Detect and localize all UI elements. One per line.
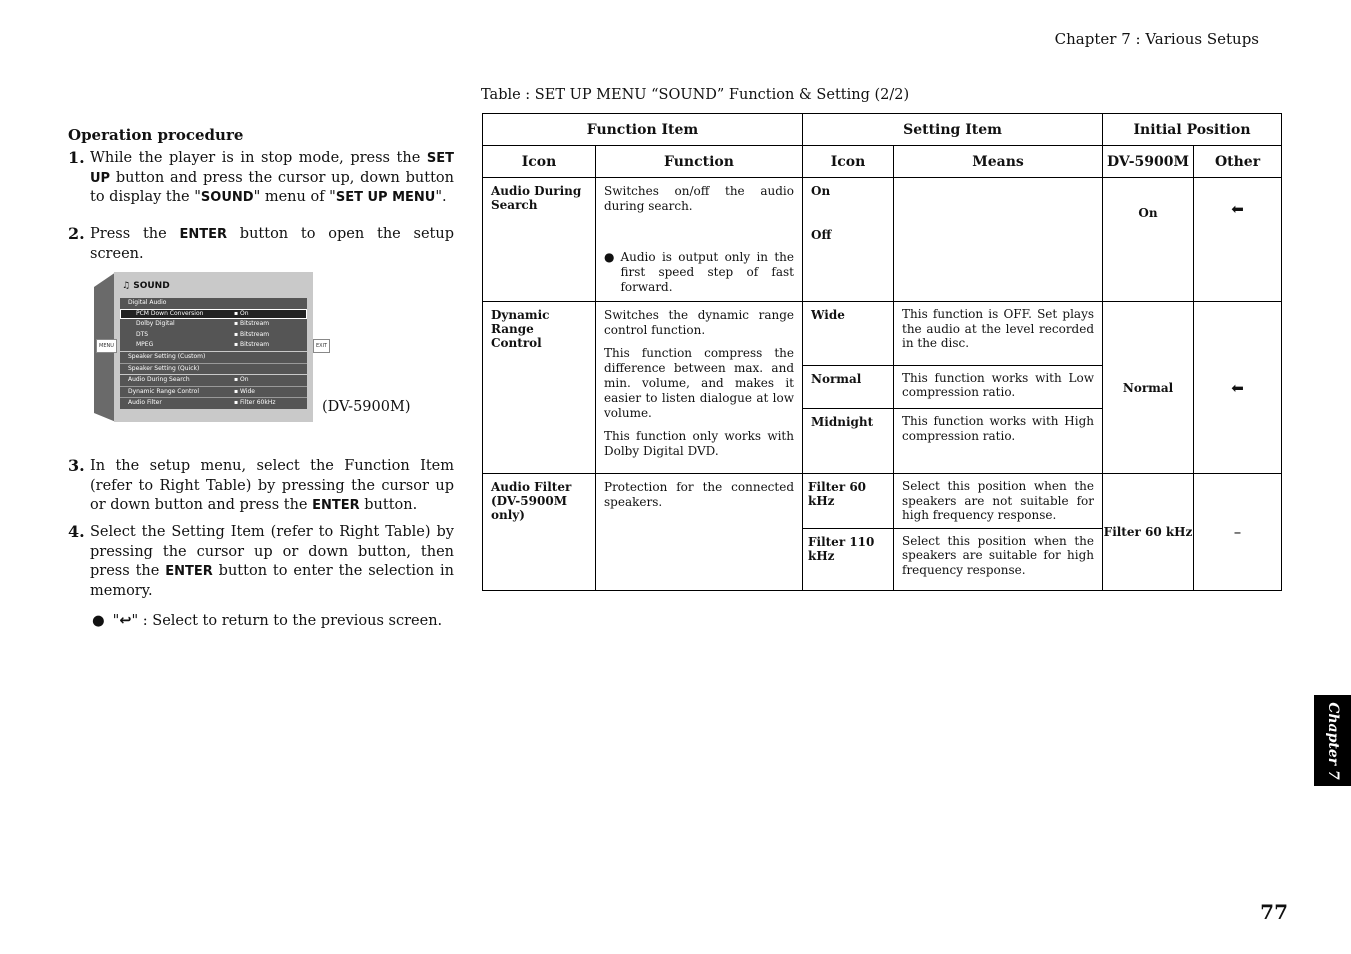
step-1 xyxy=(68,149,454,208)
step-text: In the setup menu, select the Function Item (refer to Right Table) by pressing the cursor up or down button and press the ENTER button. xyxy=(90,458,454,513)
step-3 xyxy=(68,457,454,516)
setting-meaning: This function is OFF. Set plays the audio at the level recorded in the disc. xyxy=(894,302,1103,366)
return-note: ● "↩" : Select to return to the previous screen. xyxy=(92,613,443,629)
osd-group-digital-audio xyxy=(120,298,307,351)
return-icon: ↩ xyxy=(119,613,132,629)
table-row xyxy=(483,178,1282,302)
header-dv5900m: DV-5900M xyxy=(1103,146,1194,178)
osd-row: Speaker Setting (Quick) xyxy=(128,364,200,372)
initial-other-arrow-icon: ⬅ xyxy=(1194,302,1282,474)
table-title: Table : SET UP MENU “SOUND” Function & Setting (2/2) xyxy=(481,87,910,103)
function-description: Switches the dynamic range control function. This function compress the difference between max. and min. volume, and makes it easier to listen dialogue at low volume. This function only works with Dolby Digital DVD. xyxy=(596,302,803,474)
chapter-tab-label: Chapter 7 xyxy=(1324,701,1341,780)
procedure-title: Operation procedure xyxy=(68,126,244,144)
table-subheader-row xyxy=(483,146,1282,178)
function-description: Protection for the connected speakers. xyxy=(596,474,803,591)
setting-meaning: This function works with High compression ratio. xyxy=(894,409,1103,474)
osd-row: Dynamic Range Control ▪ Wide xyxy=(120,387,307,399)
function-icon-cell: Audio Filter (DV-5900M only) xyxy=(483,474,596,591)
step-text: Press the ENTER button to open the setup screen. xyxy=(90,226,455,262)
header-means: Means xyxy=(894,146,1103,178)
header-function-item: Function Item xyxy=(483,114,803,146)
setting-meaning: Select this position when the speakers are not suitable for high frequency response. xyxy=(894,474,1103,529)
chapter-header: Chapter 7 : Various Setups xyxy=(1054,30,1259,48)
osd-row: Audio During Search ▪ On xyxy=(120,375,307,387)
setting-value: Filter 60 kHz xyxy=(803,474,894,529)
setting-meaning: Select this position when the speakers are suitable for high frequency response. xyxy=(894,528,1103,590)
function-icon-cell: Dynamic Range Control xyxy=(483,302,596,474)
step-number: 4. xyxy=(68,522,85,541)
table-row xyxy=(483,474,1282,529)
step-2 xyxy=(68,225,454,264)
osd-screen xyxy=(114,272,313,422)
header-initial-position: Initial Position xyxy=(1103,114,1282,146)
setting-values: On Off xyxy=(803,178,894,302)
table-row xyxy=(483,302,1282,366)
osd-row: MPEG ▪ Bitstream xyxy=(136,341,270,348)
initial-other-arrow-icon: ⬅ xyxy=(1194,178,1282,302)
osd-row: PCM Down Conversion ▪ On xyxy=(120,309,307,320)
function-description: Switches on/off the audio during search. ● Audio is output only in the first speed step of fast forward. xyxy=(596,178,803,302)
chapter-tab xyxy=(1314,695,1351,786)
initial-dv5900m: Filter 60 kHz xyxy=(1103,474,1194,591)
osd-group-title: Digital Audio xyxy=(128,299,167,306)
setting-value: Midnight xyxy=(803,409,894,474)
step-number: 1. xyxy=(68,148,85,167)
step-4 xyxy=(68,523,454,601)
menu-tag: MENU xyxy=(96,339,117,353)
exit-tag: EXIT xyxy=(313,339,330,353)
header-icon: Icon xyxy=(803,146,894,178)
setting-meaning: This function works with Low compression ratio. xyxy=(894,365,1103,408)
settings-table xyxy=(482,113,1282,591)
osd-row: Audio Filter ▪ Filter 60kHz xyxy=(128,399,276,406)
step-text: Select the Setting Item (refer to Right Table) by pressing the cursor up or down button, then press the ENTER button to enter the selection in memory. xyxy=(90,524,454,599)
screenshot-caption: (DV-5900M) xyxy=(322,399,411,415)
osd-title: ♫ SOUND xyxy=(122,281,170,291)
header-function: Function xyxy=(596,146,803,178)
function-icon-cell: Audio During Search xyxy=(483,178,596,302)
step-number: 2. xyxy=(68,224,85,243)
osd-row: Dolby Digital ▪ Bitstream xyxy=(136,320,270,327)
osd-group-speaker xyxy=(120,352,307,374)
header-icon: Icon xyxy=(483,146,596,178)
setting-value: Normal xyxy=(803,365,894,408)
osd-row: DTS ▪ Bitstream xyxy=(136,330,270,338)
osd-row: Speaker Setting (Custom) xyxy=(120,352,307,364)
header-setting-item: Setting Item xyxy=(803,114,1103,146)
step-number: 3. xyxy=(68,456,85,475)
table-header-row xyxy=(483,114,1282,146)
music-note-icon: ♫ xyxy=(122,281,131,291)
initial-dv5900m: On xyxy=(1103,178,1194,302)
step-text: While the player is in stop mode, press the SET UP button and press the cursor up, down button to display the "SOUND" menu of "SET UP MENU". xyxy=(90,150,454,205)
header-other: Other xyxy=(1194,146,1282,178)
setting-value: Filter 110 kHz xyxy=(803,528,894,590)
page-number: 77 xyxy=(1260,900,1288,924)
initial-other-dash: – xyxy=(1194,474,1282,591)
setting-value: Wide xyxy=(803,302,894,366)
function-note: ● Audio is output only in the first speed step of fast forward. xyxy=(604,250,794,294)
bullet: ● xyxy=(92,613,105,629)
osd-group-audio xyxy=(120,375,307,409)
initial-dv5900m: Normal xyxy=(1103,302,1194,474)
means-cell xyxy=(894,178,1103,302)
setup-menu-screenshot xyxy=(94,272,328,422)
